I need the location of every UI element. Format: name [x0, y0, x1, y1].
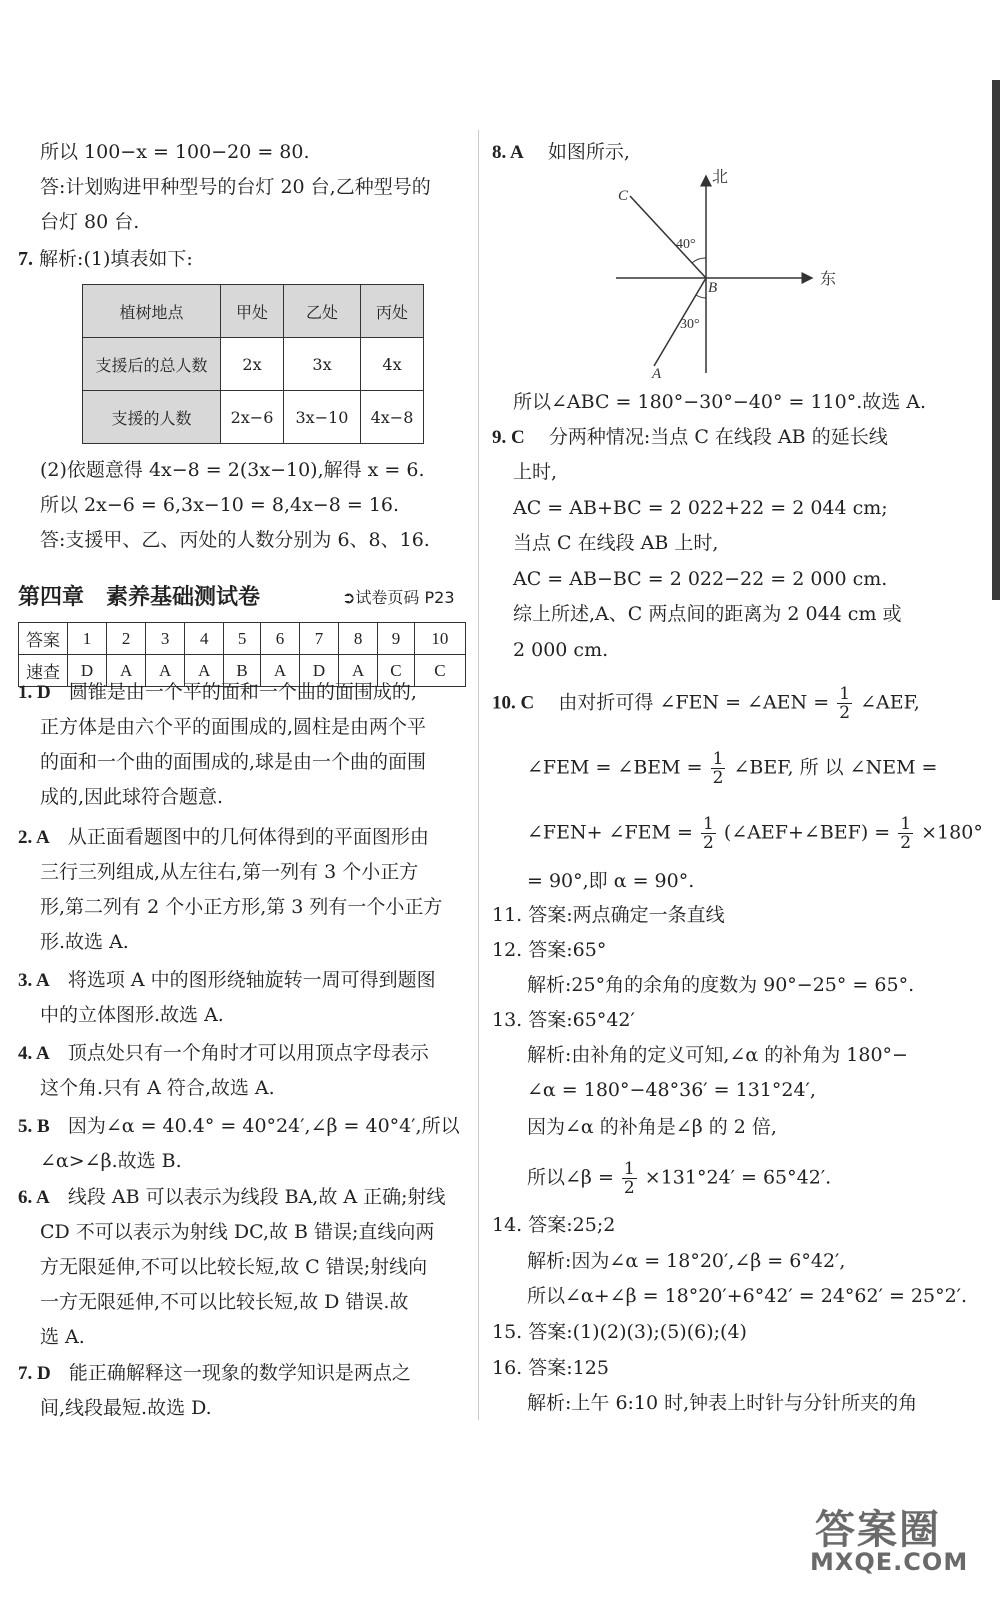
table-cell: A [260, 655, 299, 687]
text-line: ∠FEM = ∠BEM = $\frac{1}{2}$ ∠BEF, 所 以 ∠NEM = [527, 749, 938, 788]
table-cell: A [185, 655, 224, 687]
column-divider [478, 130, 479, 1420]
answer-15: 15. 答案:(1)(2)(3);(5)(6);(4) [492, 1321, 747, 1343]
fraction-one-half: $\frac{1}{2}$ [703, 814, 714, 853]
fraction-one-half: $\frac{1}{2}$ [623, 1159, 635, 1198]
answer-label: 4. A [18, 1043, 50, 1064]
text-line: 2 000 cm. [513, 639, 609, 661]
fraction-one-half: $\frac{1}{2}$ [712, 749, 724, 788]
answer-16: 16. 答案:125 [492, 1357, 609, 1379]
table-cell: 4x [360, 338, 423, 391]
answer-label: 3. A [18, 970, 50, 991]
answer-text: 顶点处只有一个角时才可以用顶点字母表示 [67, 1042, 429, 1064]
answer-1 [18, 677, 417, 708]
answer-label: 1. D [18, 682, 51, 703]
text-line: ∠α = 180°−48°36′ = 131°24′, [527, 1079, 816, 1101]
table-row [83, 391, 424, 444]
table-cell: D [299, 655, 338, 687]
text-line: 解析:上午 6:10 时,钟表上时针与分针所夹的角 [527, 1392, 918, 1414]
point-A-label: A [652, 366, 662, 382]
angle-arc-top [692, 258, 706, 263]
fraction-one-half: $\frac{1}{2}$ [839, 684, 851, 723]
table-cell: A [107, 655, 146, 687]
text-line: 间,线段最短.故选 D. [40, 1397, 212, 1419]
table-cell: 3x [284, 338, 361, 391]
text-line: 形.故选 A. [40, 931, 129, 953]
text-line: 上时, [513, 461, 558, 483]
text-line: 解析:25°角的余角的度数为 90°−25° = 65°. [527, 974, 915, 996]
page-edge-shadow [992, 80, 1000, 600]
text-line: 三行三列组成,从左往右,第一列有 3 个小正方 [40, 861, 419, 883]
text-line: 当点 C 在线段 AB 上时, [513, 532, 719, 554]
text-line: 一方无限延伸,不可以比较长短,故 D 错误.故 [40, 1291, 409, 1313]
table-cell: 6 [260, 623, 299, 655]
text-line: 方无限延伸,不可以比较长短,故 C 错误;射线向 [40, 1256, 428, 1278]
table-cell: 9 [378, 623, 415, 655]
angle-arc-bottom [696, 295, 706, 298]
answer-label: 7. D [18, 1363, 51, 1384]
text-line: 解析:由补角的定义可知,∠α 的补角为 180°− [527, 1044, 908, 1066]
text-line: ∠FEN+ ∠FEM = $\frac{1}{2}$ (∠AEF+∠BEF) = $\frac{1}{2}$ ×180° [527, 814, 983, 853]
table-cell: A [146, 655, 185, 687]
table-cell: 4x−8 [360, 391, 423, 444]
text-line: 所以∠α+∠β = 18°20′+6°42′ = 24°62′ = 25°2′. [527, 1285, 968, 1307]
point-C-label: C [618, 188, 629, 204]
text-line: AC = AB+BC = 2 022+22 = 2 044 cm; [513, 497, 888, 519]
table-header: 甲处 [221, 285, 284, 338]
answer-3 [18, 965, 436, 996]
page-reference: ➲试卷页码 P23 [342, 588, 455, 607]
table-cell: 4 [185, 623, 224, 655]
east-label: 东 [820, 269, 837, 288]
text-line: 所以 2x−6 = 6,3x−10 = 8,4x−8 = 16. [40, 494, 400, 516]
north-label: 北 [712, 168, 729, 186]
text-line: (2)依题意得 4x−8 = 2(3x−10),解得 x = 6. [40, 459, 425, 481]
text-line: 所以∠β = $\frac{1}{2}$ ×131°24′ = 65°42′. [527, 1159, 832, 1198]
table-cell: 7 [299, 623, 338, 655]
table-cell: 2x−6 [221, 391, 284, 444]
table-label: 速查 [19, 655, 68, 687]
table-cell: 8 [339, 623, 378, 655]
table-cell: 3 [146, 623, 185, 655]
answer-text: 分两种情况:当点 C 在线段 AB 的延长线 [548, 426, 888, 448]
text-line: 解析:因为∠α = 18°20′,∠β = 6°42′, [527, 1250, 846, 1272]
watermark-url: MXQE.COM [810, 1548, 969, 1576]
text-line: 答:支援甲、乙、丙处的人数分别为 6、8、16. [40, 529, 430, 551]
answer-label: 9. C [492, 427, 525, 448]
text-line: 答:计划购进甲种型号的台灯 20 台,乙种型号的 [40, 176, 431, 198]
table-cell: 2x [221, 338, 284, 391]
text-line: 的面和一个曲的面围成的,球是由一个曲的面围 [40, 751, 427, 773]
angle-40-label: 40° [676, 237, 696, 252]
answer-7 [18, 1358, 411, 1389]
fraction-one-half: $\frac{1}{2}$ [900, 814, 912, 853]
answer-label: 2. A [18, 827, 50, 848]
question-number: 7. [18, 248, 33, 270]
answer-14: 14. 答案:25;2 [492, 1214, 616, 1236]
answer-label: 6. A [18, 1187, 50, 1208]
table-cell: 支援的人数 [83, 391, 221, 444]
table-cell: 5 [224, 623, 261, 655]
answer-11: 11. 答案:两点确定一条直线 [492, 904, 725, 926]
table-cell: C [378, 655, 415, 687]
table-header: 丙处 [360, 285, 423, 338]
answer-8 [492, 137, 630, 168]
text-line: = 90°,即 α = 90°. [527, 870, 695, 892]
answer-4 [18, 1038, 429, 1069]
text-line: 选 A. [40, 1326, 85, 1348]
text-line: 所以 100−x = 100−20 = 80. [40, 141, 310, 163]
answer-text: 因为∠α = 40.4° = 40°24′,∠β = 40°4′,所以 [67, 1115, 460, 1137]
answer-text: 将选项 A 中的图形绕轴旋转一周可得到题图 [67, 969, 436, 991]
text-line: 中的立体图形.故选 A. [40, 1004, 224, 1026]
angle-30-label: 30° [680, 317, 700, 332]
answer-6 [18, 1182, 446, 1213]
text-line: 综上所述,A、C 两点间的距离为 2 044 cm 或 [513, 603, 902, 625]
answer-label: 10. C [492, 692, 535, 714]
answer-text: 从正面看题图中的几何体得到的平面图形由 [67, 826, 429, 848]
answer-12: 12. 答案:65° [492, 939, 607, 961]
answer-2 [18, 822, 429, 853]
answer-text: 线段 AB 可以表示为线段 BA,故 A 正确;射线 [67, 1186, 446, 1208]
table-cell: 1 [68, 623, 107, 655]
answer-label: 8. A [492, 142, 524, 163]
table-cell: B [224, 655, 261, 687]
answer-text: 能正确解释这一现象的数学知识是两点之 [68, 1362, 411, 1384]
text-line: ∠α>∠β.故选 B. [40, 1150, 182, 1172]
table-cell: 支援后的总人数 [83, 338, 221, 391]
table-cell: 10 [414, 623, 465, 655]
question-7 [18, 244, 193, 274]
text-line: 这个角.只有 A 符合,故选 A. [40, 1077, 275, 1099]
point-B-label: B [708, 280, 718, 296]
table-header: 植树地点 [83, 285, 221, 338]
text-line: 成的,因此球符合题意. [40, 786, 224, 808]
text-line: 因为∠α 的补角是∠β 的 2 倍, [527, 1116, 777, 1138]
fill-table [82, 284, 424, 444]
table-cell: 2 [107, 623, 146, 655]
table-cell: D [68, 655, 107, 687]
direction-diagram [600, 168, 850, 383]
watermark-title: 答案圈 [815, 1507, 941, 1553]
text-line: CD 不可以表示为射线 DC,故 B 错误;直线向两 [40, 1221, 435, 1243]
answer-10 [492, 685, 920, 722]
table-row [83, 338, 424, 391]
table-cell: 3x−10 [284, 391, 361, 444]
text-line: 正方体是由六个平的面围成的,圆柱是由两个平 [40, 716, 427, 738]
table-header: 乙处 [284, 285, 361, 338]
text-line: 台灯 80 台. [40, 211, 140, 233]
text-line: 形,第二列有 2 个小正方形,第 3 列有一个小正方 [40, 896, 443, 918]
answer-text: ∠AEF, [860, 691, 920, 714]
table-cell: A [339, 655, 378, 687]
table-label: 答案 [19, 623, 68, 655]
answer-13: 13. 答案:65°42′ [492, 1009, 635, 1031]
answer-text: 如图所示, [547, 141, 630, 163]
text-line: 所以∠ABC = 180°−30°−40° = 110°.故选 A. [513, 391, 927, 413]
answer-9 [492, 422, 888, 453]
chapter-title: 第四章 素养基础测试卷 [18, 585, 261, 610]
answer-text: 由对折可得 ∠FEN = ∠AEN = [558, 691, 830, 714]
text-line: AC = AB−BC = 2 022−22 = 2 000 cm. [513, 568, 888, 590]
answer-text: 圆锥是由一个平的面和一个曲的面围成的, [68, 681, 417, 703]
answer-label: 5. B [18, 1116, 50, 1137]
answer-5 [18, 1111, 460, 1142]
table-cell: C [414, 655, 465, 687]
question-text: 解析:(1)填表如下: [39, 248, 193, 270]
